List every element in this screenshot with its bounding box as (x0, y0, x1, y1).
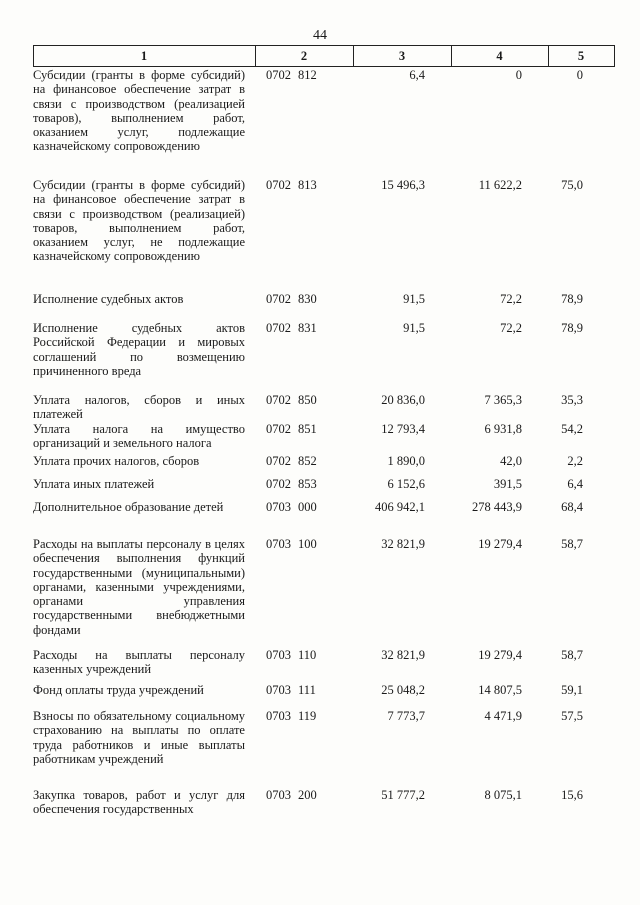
row-section: 0703 (266, 648, 291, 662)
row-actual: 4 471,9 (484, 709, 522, 723)
table-row (33, 321, 615, 381)
row-plan: 6,4 (409, 68, 425, 82)
row-plan: 1 890,0 (387, 454, 425, 468)
row-name: Субсидии (гранты в форме субсидий) на финансовое обеспечение затрат в связи с производством (реализацией) товаров, выполнением работ, оказанием услуг, не подлежащие казначейскому сопровождению (33, 178, 245, 264)
row-actual: 0 (515, 68, 522, 82)
row-plan: 20 836,0 (381, 393, 425, 407)
table-row (33, 500, 615, 530)
row-plan: 25 048,2 (381, 683, 425, 697)
row-plan: 406 942,1 (375, 500, 425, 514)
row-percent: 78,9 (561, 292, 583, 306)
header-col-4: 4 (496, 49, 503, 63)
row-plan: 91,5 (403, 321, 425, 335)
header-col-5: 5 (577, 49, 585, 63)
header-col-1: 1 (140, 49, 148, 63)
row-actual: 6 931,8 (484, 422, 522, 436)
row-actual: 391,5 (493, 477, 522, 491)
table-row (33, 454, 615, 472)
row-name: Исполнение судебных актов (33, 292, 184, 306)
row-code: 111 (298, 683, 316, 697)
row-actual: 42,0 (500, 454, 522, 468)
row-percent: 68,4 (561, 500, 583, 514)
row-section: 0702 (266, 292, 291, 306)
row-code: 200 (298, 788, 317, 802)
row-code: 853 (298, 477, 317, 491)
row-percent: 75,0 (561, 178, 583, 192)
row-percent: 6,4 (567, 477, 583, 491)
row-actual: 278 443,9 (472, 500, 522, 514)
row-plan: 6 152,6 (387, 477, 425, 491)
row-percent: 2,2 (567, 454, 583, 468)
row-code: 100 (298, 537, 317, 551)
table-row (33, 537, 615, 637)
row-code: 813 (298, 178, 317, 192)
row-code: 850 (298, 393, 317, 407)
table-row (33, 709, 615, 779)
row-percent: 35,3 (561, 393, 583, 407)
row-percent: 58,7 (561, 648, 583, 662)
row-name: Закупка товаров, работ и услуг для обеспечения государственных (33, 788, 245, 817)
row-percent: 0 (576, 68, 583, 82)
table-row (33, 68, 615, 168)
row-name: Расходы на выплаты персоналу в целях обеспечения выполнения функций государственными (муниципальными) органами, казенными учреждениями, органами управления государственными внебюджетными фондами (33, 537, 245, 637)
row-name: Уплата налога на имущество организаций и земельного налога (33, 422, 245, 451)
table-row (33, 422, 615, 452)
row-plan: 91,5 (403, 292, 425, 306)
row-section: 0702 (266, 454, 291, 468)
row-code: 831 (298, 321, 317, 335)
row-percent: 59,1 (561, 683, 583, 697)
row-percent: 15,6 (561, 788, 583, 802)
row-plan: 7 773,7 (387, 709, 425, 723)
table-row (33, 788, 615, 824)
row-section: 0702 (266, 68, 291, 82)
row-name: Субсидии (гранты в форме субсидий) на финансовое обеспечение затрат в связи с производством (реализацией товаров), выполнением работ, оказанием услуг, подлежащие казначейскому сопровождению (33, 68, 245, 154)
row-code: 812 (298, 68, 317, 82)
row-section: 0703 (266, 788, 291, 802)
row-actual: 11 622,2 (478, 178, 522, 192)
row-name: Уплата налогов, сборов и иных платежей (33, 393, 245, 422)
row-section: 0702 (266, 393, 291, 407)
row-actual: 72,2 (500, 321, 522, 335)
row-code: 119 (298, 709, 317, 723)
row-section: 0702 (266, 422, 291, 436)
row-name: Фонд оплаты труда учреждений (33, 683, 204, 697)
header-col-2: 2 (300, 49, 308, 63)
row-plan: 32 821,9 (381, 537, 425, 551)
row-actual: 8 075,1 (484, 788, 522, 802)
row-section: 0703 (266, 500, 291, 514)
row-section: 0702 (266, 321, 291, 335)
row-actual: 72,2 (500, 292, 522, 306)
row-name: Расходы на выплаты персоналу казенных учреждений (33, 648, 245, 677)
table-row (33, 178, 615, 278)
row-percent: 57,5 (561, 709, 583, 723)
row-section: 0702 (266, 178, 291, 192)
row-code: 110 (298, 648, 317, 662)
row-section: 0702 (266, 477, 291, 491)
table-header (33, 45, 615, 67)
table-row (33, 648, 615, 678)
row-name: Уплата иных платежей (33, 477, 155, 491)
row-code: 000 (298, 500, 317, 514)
row-actual: 19 279,4 (478, 648, 522, 662)
row-name: Уплата прочих налогов, сборов (33, 454, 200, 468)
table-row (33, 393, 615, 423)
table-row (33, 292, 615, 310)
row-plan: 12 793,4 (381, 422, 425, 436)
table-row (33, 683, 615, 701)
row-section: 0703 (266, 537, 291, 551)
row-section: 0703 (266, 683, 291, 697)
row-code: 851 (298, 422, 317, 436)
row-plan: 32 821,9 (381, 648, 425, 662)
table-row (33, 477, 615, 495)
page-number: 44 (313, 28, 327, 43)
row-name: Исполнение судебных актов Российской Федерации и мировых соглашений по возмещению причиненного вреда (33, 321, 245, 378)
row-code: 830 (298, 292, 317, 306)
row-percent: 58,7 (561, 537, 583, 551)
row-section: 0703 (266, 709, 291, 723)
row-actual: 7 365,3 (484, 393, 522, 407)
row-name: Взносы по обязательному социальному страхованию на выплаты по оплате труда работников и иные выплаты работникам учреждений (33, 709, 245, 766)
row-percent: 54,2 (561, 422, 583, 436)
row-plan: 15 496,3 (381, 178, 425, 192)
row-percent: 78,9 (561, 321, 583, 335)
row-name: Дополнительное образование детей (33, 500, 224, 514)
row-plan: 51 777,2 (381, 788, 425, 802)
row-actual: 19 279,4 (478, 537, 522, 551)
row-actual: 14 807,5 (478, 683, 522, 697)
header-col-3: 3 (398, 49, 406, 63)
row-code: 852 (298, 454, 317, 468)
